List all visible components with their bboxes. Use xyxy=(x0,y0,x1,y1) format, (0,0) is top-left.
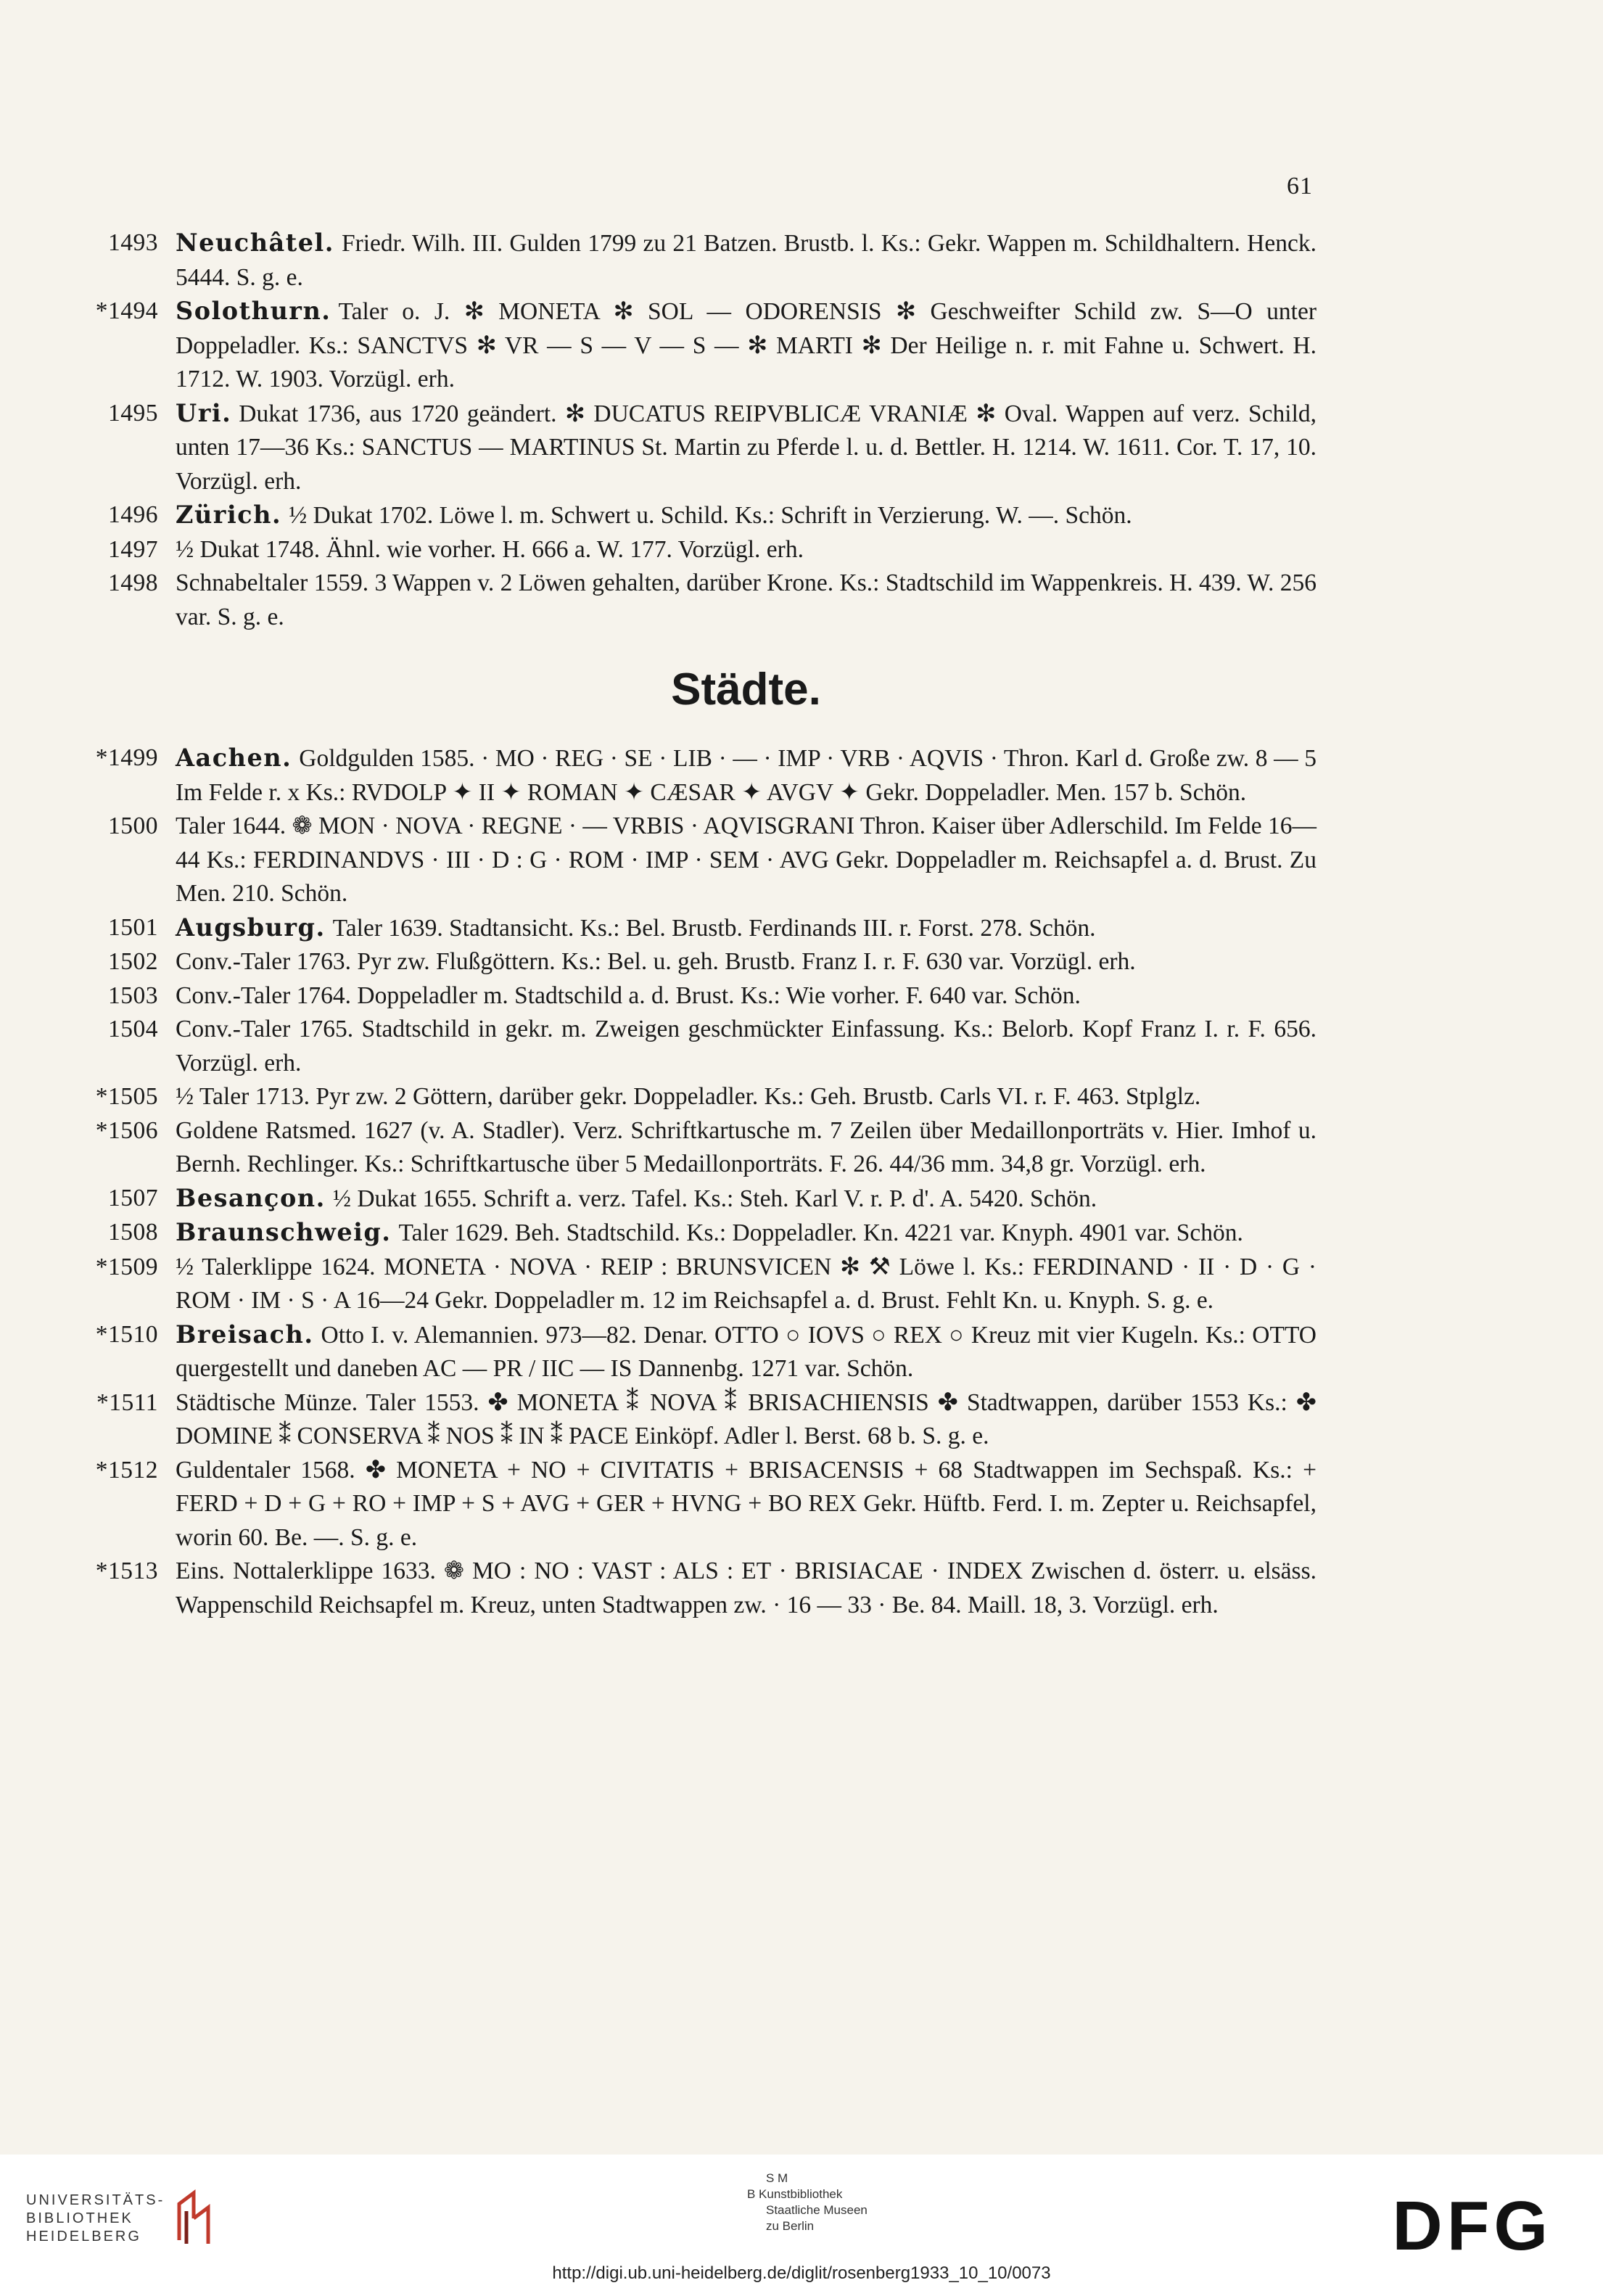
lot-description: Taler 1644. ❁ MON · NOVA · REGNE · — VRBIS · AQVISGRANI Thron. Kaiser über Adlerschild. Im Felde 16—44 Ks.: FERDINANDVS · III · D : G · ROM · IMP · SEM · AVG Gekr. Doppeladler m. Reichsapfel a. d. Brust. Zu Men. 210. Schön. xyxy=(176,812,1316,907)
lot-number: 1507 xyxy=(108,1184,158,1211)
lot-number: 1508 xyxy=(108,1219,158,1246)
lot-number: 1496 xyxy=(108,501,158,528)
kunstbibliothek-stamp: S M B Kunstbibliothek Staatliche Museen zu Berlin xyxy=(747,2171,868,2233)
section-heading: Städte. xyxy=(671,664,821,715)
heidelberg-emblem-icon xyxy=(172,2189,215,2247)
catalog-entry xyxy=(80,979,1316,1013)
lot-number: 1493 xyxy=(108,229,158,256)
catalog-entries xyxy=(80,226,1316,1622)
lot-number: 1498 xyxy=(108,569,158,596)
lot-description: Goldene Ratsmed. 1627 (v. A. Stadler). Verz. Schriftkartusche m. 7 Zeilen über Medaillonporträts v. Hier. Imhof u. Bernh. Rechlinger. Ks.: Schriftkartusche über 5 Medaillonporträts. F. 26. 44/36 mm. 34,8 gr. Vorzügl. erh. xyxy=(176,1116,1316,1177)
lot-number: *1512 xyxy=(95,1456,158,1484)
catalog-entry xyxy=(80,1013,1316,1080)
catalog-entry xyxy=(80,1454,1316,1555)
lot-number: 1501 xyxy=(108,913,158,941)
lot-number: *1510 xyxy=(95,1320,158,1348)
lot-number: *1513 xyxy=(95,1558,158,1584)
lot-description: ½ Taler 1713. Pyr zw. 2 Göttern, darüber gekr. Doppeladler. Ks.: Geh. Brustb. Carls VI. r. F. 463. Stplglz. xyxy=(176,1083,1201,1110)
lot-number: 1497 xyxy=(108,535,158,563)
place-name: Aachen. xyxy=(176,744,292,772)
catalog-entry xyxy=(80,810,1316,911)
lot-description: Taler o. J. ✻ MONETA ✻ SOL — ODORENSIS ✻ Geschweifter Schild zw. S—O unter Doppeladler. Ks.: SANCTVS ✻ VR — S — V — S — ✻ MARTI ✻ Der Heilige n. r. mit Fahne u. Schwert. H. 1712. W. 1903. Vorzügl. erh. xyxy=(176,298,1316,392)
lot-number: 1502 xyxy=(108,948,158,975)
lot-number: *1494 xyxy=(95,297,158,324)
place-name: Neuchâtel. xyxy=(176,229,334,257)
lot-description: ½ Talerklippe 1624. MONETA · NOVA · REIP : BRUNSVICEN ✻ ⚒ Löwe l. Ks.: FERDINAND · II · D · G · ROM · IM · S · A 16—24 Gekr. Doppeladler m. 12 im Reichsapfel a. d. Brust. Fehlt Kn. u. Knyph. S. g. e. xyxy=(176,1253,1316,1314)
catalog-entry xyxy=(80,533,1316,567)
catalog-entry xyxy=(80,911,1316,946)
lot-description: Conv.-Taler 1763. Pyr zw. Flußgöttern. Ks.: Bel. u. geh. Brustb. Franz I. r. F. 630 var. Vorzügl. erh. xyxy=(176,948,1136,975)
lot-description: Städtische Münze. Taler 1553. ✤ MONETA ⁑ NOVA ⁑ BRISACHIENSIS ✤ Stadtwappen, darüber 1553 Ks.: ✤ DOMINE ⁑ CONSERVA ⁑ NOS ⁑ IN ⁑ PACE Einköpf. Adler l. Berst. 68 b. S. g. e. xyxy=(176,1388,1316,1449)
lot-number: 1500 xyxy=(108,812,158,839)
lot-description: ½ Dukat 1702. Löwe l. m. Schwert u. Schild. Ks.: Schrift in Verzierung. W. —. Schön. xyxy=(289,502,1132,529)
dfg-logo[interactable]: DFG xyxy=(1392,2187,1552,2265)
lot-number: *1499 xyxy=(95,744,158,771)
catalog-entry xyxy=(80,1114,1316,1182)
catalog-entry xyxy=(80,226,1316,295)
lot-description: Schnabeltaler 1559. 3 Wappen v. 2 Löwen gehalten, darüber Krone. Ks.: Stadtschild im Wappenkreis. H. 439. W. 256 var. S. g. e. xyxy=(176,569,1316,630)
lot-description: ½ Dukat 1655. Schrift a. verz. Tafel. Ks.: Steh. Karl V. r. P. d'. A. 5420. Schön. xyxy=(332,1185,1097,1212)
catalog-entry xyxy=(80,1318,1316,1386)
place-name: Augsburg. xyxy=(176,913,326,942)
lot-description: Otto I. v. Alemannien. 973—82. Denar. OTTO ○ IOVS ○ REX ○ Kreuz mit vier Kugeln. Ks.: OTTO quergestellt und daneben AC — PR / IIC — IS Dannenbg. 1271 var. Schön. xyxy=(176,1321,1316,1382)
lot-number: *1509 xyxy=(95,1253,158,1280)
catalog-entry xyxy=(80,498,1316,533)
catalog-entry xyxy=(80,741,1316,810)
lot-description: Taler 1629. Beh. Stadtschild. Ks.: Doppeladler. Kn. 4221 var. Knyph. 4901 var. Schön. xyxy=(398,1219,1243,1246)
place-name: Breisach. xyxy=(176,1320,314,1349)
catalog-entry xyxy=(80,1386,1316,1454)
catalog-entry xyxy=(80,1216,1316,1251)
catalog-entry xyxy=(80,1251,1316,1318)
lot-description: Dukat 1736, aus 1720 geändert. ✻ DUCATUS REIPVBLICÆ VRANIÆ ✻ Oval. Wappen auf verz. Schild, unten 17—36 Ks.: SANCTUS — MARTINUS St. Martin zu Pferde l. u. d. Bettler. H. 1214. W. 1611. Cor. T. 17, 10. Vorzügl. erh. xyxy=(176,400,1316,495)
catalog-entry xyxy=(80,945,1316,979)
place-name: Uri. xyxy=(176,398,232,427)
lot-number: *1511 xyxy=(96,1388,158,1416)
page-number: 61 xyxy=(1287,173,1313,199)
lot-description: Friedr. Wilh. III. Gulden 1799 zu 21 Batzen. Brustb. l. Ks.: Gekr. Wappen m. Schildhaltern. Henck. 5444. S. g. e. xyxy=(176,230,1316,291)
catalog-entry xyxy=(80,1555,1316,1622)
place-name: Besançon. xyxy=(176,1183,326,1212)
lot-number: *1506 xyxy=(95,1116,158,1144)
lot-description: Goldgulden 1585. · MO · REG · SE · LIB · — · IMP · VRB · AQVIS · Thron. Karl d. Große zw. 8 — 5 Im Felde r. x Ks.: RVDOLP ✦ II ✦ ROMAN ✦ CÆSAR ✦ AVGV ✦ Gekr. Doppeladler. Men. 157 b. Schön. xyxy=(176,745,1316,806)
university-logo[interactable] xyxy=(26,2189,215,2247)
place-name: Solothurn. xyxy=(176,297,331,325)
catalog-entry xyxy=(80,295,1316,397)
lot-description: Guldentaler 1568. ✤ MONETA + NO + CIVITATIS + BRISACENSIS + 68 Stadtwappen im Sechspaß. Ks.: + FERD + D + G + RO + IMP + S + AVG + GER + HVNG + BO REX Gekr. Hüftb. Ferd. I. m. Zepter u. Reichsapfel, worin 60. Be. —. S. g. e. xyxy=(176,1456,1316,1551)
footer xyxy=(0,2155,1603,2296)
catalog-entry xyxy=(80,567,1316,634)
lot-number: *1505 xyxy=(95,1083,158,1110)
lot-description: Conv.-Taler 1765. Stadtschild in gekr. m. Zweigen geschmückter Einfassung. Ks.: Belorb. Kopf Franz I. r. F. 656. Vorzügl. erh. xyxy=(176,1016,1316,1077)
place-name: Braunschweig. xyxy=(176,1218,392,1246)
catalog-entry xyxy=(80,1182,1316,1217)
lot-number: 1503 xyxy=(108,982,158,1009)
source-url-link[interactable]: http://digi.ub.uni-heidelberg.de/diglit/rosenberg1933_10_10/0073 xyxy=(552,2263,1051,2283)
entries-after xyxy=(80,741,1316,1622)
place-name: Zürich. xyxy=(176,501,282,529)
lot-description: Conv.-Taler 1764. Doppeladler m. Stadtschild a. d. Brust. Ks.: Wie vorher. F. 640 var. Schön. xyxy=(176,982,1081,1009)
entries-before xyxy=(80,226,1316,634)
lot-description: Eins. Nottalerklippe 1633. ❁ MO : NO : VAST : ALS : ET · BRISIACAE · INDEX Zwischen d. österr. u. elsäss. Wappenschild Reichsapfel m. Kreuz, unten Stadtwappen zw. · 16 — 33 · Be. 84. Maill. 18, 3. Vorzügl. erh. xyxy=(176,1558,1316,1618)
catalog-entry xyxy=(80,397,1316,499)
catalog-entry xyxy=(80,1080,1316,1114)
lot-number: 1495 xyxy=(108,399,158,427)
university-name: UNIVERSITÄTS- BIBLIOTHEK HEIDELBERG xyxy=(26,2192,165,2244)
lot-number: 1504 xyxy=(108,1016,158,1042)
lot-description: ½ Dukat 1748. Ähnl. wie vorher. H. 666 a. W. 177. Vorzügl. erh. xyxy=(176,535,804,563)
lot-description: Taler 1639. Stadtansicht. Ks.: Bel. Brustb. Ferdinands III. r. Forst. 278. Schön. xyxy=(332,914,1096,942)
